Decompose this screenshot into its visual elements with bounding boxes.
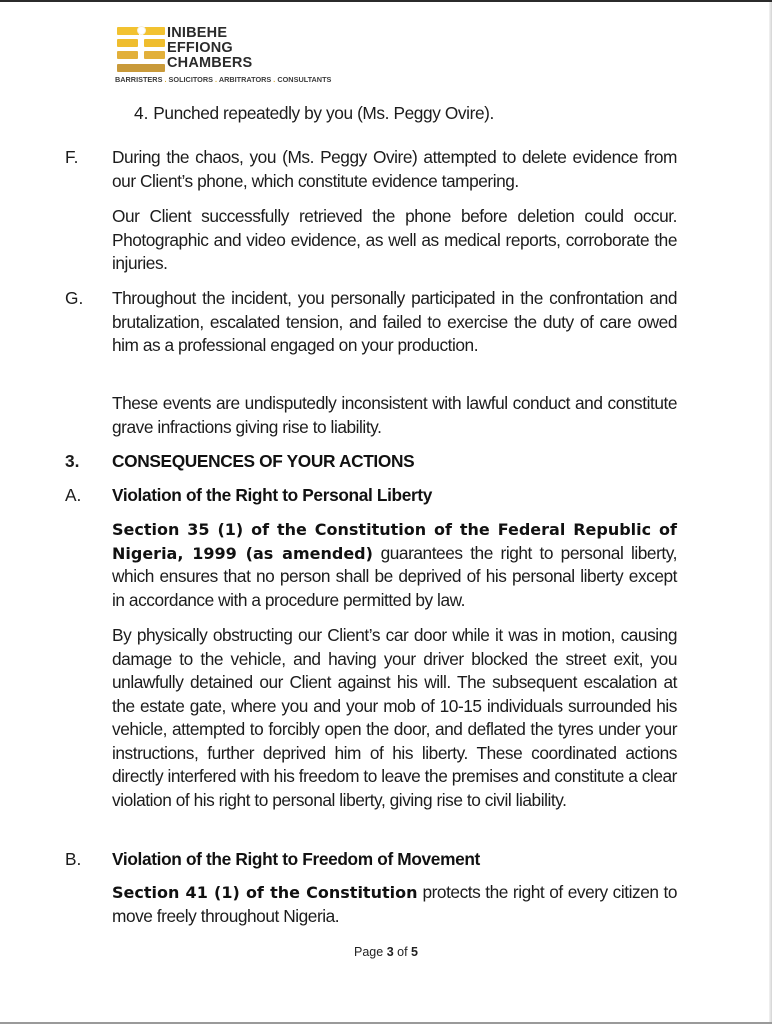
subsection-B-title: Violation of the Right to Freedom of Movement bbox=[112, 849, 480, 869]
firm-name bbox=[167, 26, 252, 71]
list-text: Punched repeatedly by you (Ms. Peggy Ovire). bbox=[153, 103, 494, 123]
statute-citation: Section 41 (1) of the Constitution bbox=[112, 883, 418, 902]
list-item-4 bbox=[134, 102, 494, 125]
item-G-text: Throughout the incident, you personally participated in the confrontation and brutalization, escalated tension, and failed to exercise the duty of care owed him as a professional engaged on your production. bbox=[112, 288, 677, 356]
gold-bars-i-logo-icon bbox=[117, 27, 165, 73]
page-number: Page 3 of 5 bbox=[354, 945, 418, 959]
subsection-B-para-1: Section 41 (1) of the Constitution protects the right of every citizen to move freely throughout Nigeria. bbox=[112, 882, 677, 926]
letterhead-logo bbox=[115, 26, 355, 88]
item-label-F: F. bbox=[65, 147, 79, 167]
statute-citation: Section 35 (1) of the Constitution of the Federal Republic of Nigeria, 1999 (as amended) bbox=[112, 520, 677, 563]
section-3-title: CONSEQUENCES OF YOUR ACTIONS bbox=[112, 451, 415, 471]
firm-name-line-3: CHAMBERS bbox=[167, 55, 253, 71]
firm-tagline: BARRISTERS . SOLICITORS . ARBITRATORS . CONSULTANTS bbox=[115, 75, 332, 84]
subsection-A-para-2: By physically obstructing our Client’s car door while it was in motion, causing damage to the vehicle, and having your driver blocked the street exit, you unlawfully detained our Client against his will. The subsequent escalation at the estate gate, where you and your mob of 10-15 individuals surrounded his vehicle, attempted to forcibly open the door, and deflated the tyres under your instructions, further deprived him of his liberty. These coordinated actions directly interfered with his freedom to leave the premises and constitute a clear violation of his right to personal liberty, giving rise to civil liability. bbox=[112, 625, 677, 810]
subsection-label-B: B. bbox=[65, 849, 82, 869]
current-page: 3 bbox=[386, 945, 394, 959]
item-G-followup: These events are undisputedly inconsistent with lawful conduct and constitute grave infractions giving rise to liability. bbox=[112, 393, 677, 437]
section-3-number: 3. bbox=[65, 451, 80, 471]
firm-name-line-1: INIBEHE bbox=[167, 25, 228, 41]
item-label-G: G. bbox=[65, 288, 84, 308]
window-top-border bbox=[0, 0, 772, 2]
subsection-A-title: Violation of the Right to Personal Liberty bbox=[112, 485, 433, 505]
item-F-text: During the chaos, you (Ms. Peggy Ovire) attempted to delete evidence from our Client’s phone, which constitute evidence tampering. bbox=[112, 147, 677, 191]
firm-name-line-2: EFFIONG bbox=[167, 40, 233, 56]
list-number: 4. bbox=[134, 103, 149, 123]
subsection-A-para-1: Section 35 (1) of the Constitution of the Federal Republic of Nigeria, 1999 (as amended) guarantees the right to personal liberty, which ensures that no person shall be deprived of his personal liberty except in accordance with a procedure permitted by law. bbox=[112, 520, 678, 610]
total-pages: 5 bbox=[411, 945, 418, 959]
subsection-label-A: A. bbox=[65, 485, 82, 505]
item-F-followup: Our Client successfully retrieved the phone before deletion could occur. Photographic and video evidence, as well as medical reports, corroborate the injuries. bbox=[112, 206, 677, 274]
